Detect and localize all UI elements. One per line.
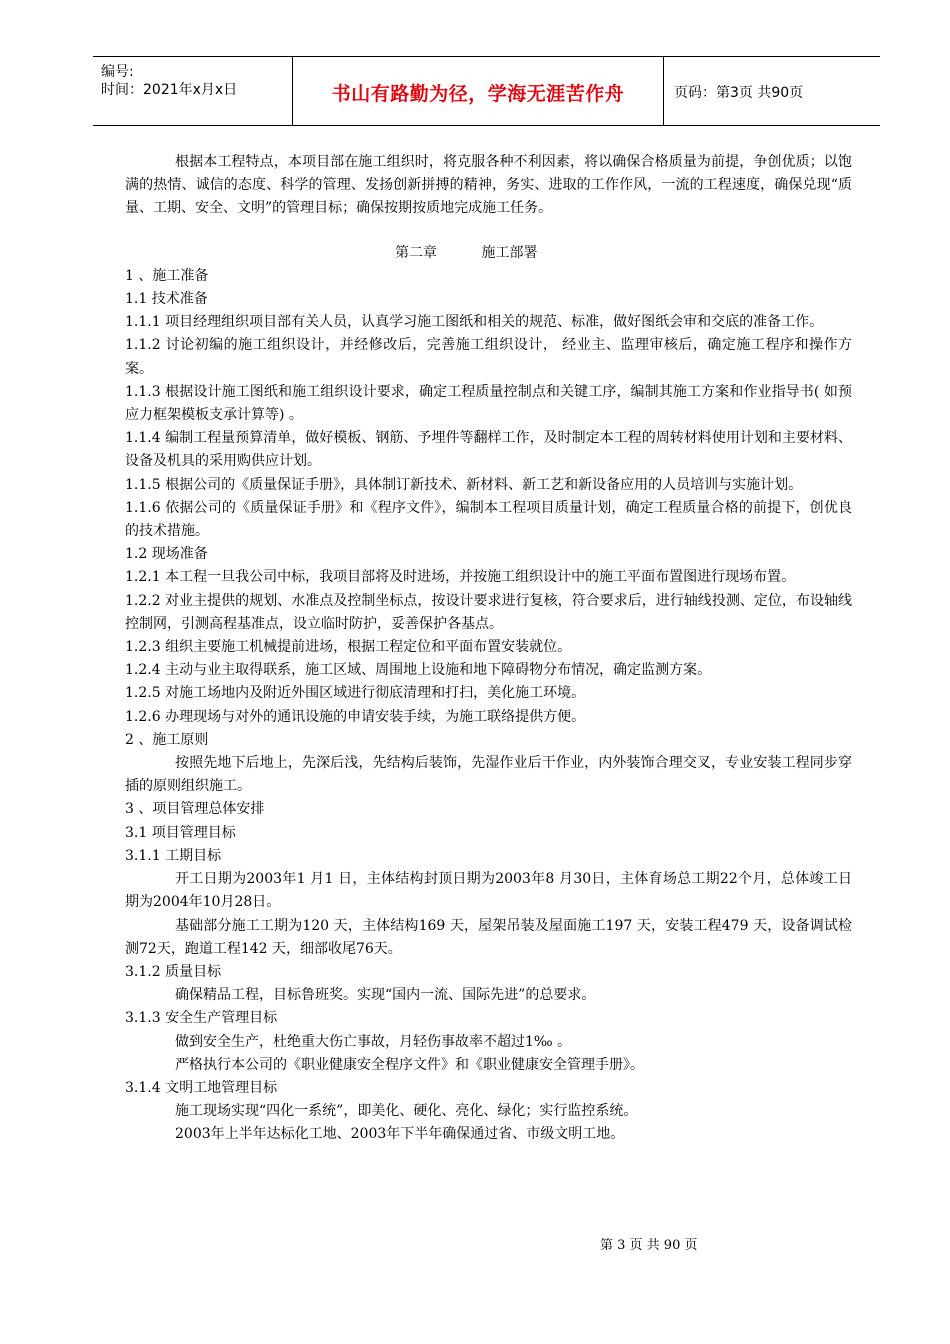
body-line: 2 、施工原则 xyxy=(125,731,209,748)
body-line: 1.2.1 本工程一旦我公司中标，我项目部将及时进场，并按施工组织设计中的施工平面布置图进行现场布置。 xyxy=(125,569,796,586)
body-lines xyxy=(125,265,852,1147)
header-page-info: 页码：第3页 共90页 xyxy=(674,85,804,101)
document-time-label: 时间：2021年x月x日 xyxy=(101,82,238,98)
body-line: 1 、施工准备 xyxy=(125,267,209,284)
document-body xyxy=(125,151,852,1147)
document-number-label: 编号: xyxy=(101,64,134,80)
body-line: 1.2.6 办理现场与对外的通讯设施的申请安装手续，为施工联络提供方便。 xyxy=(125,708,586,725)
body-line: 开工日期为2003年1 月1 日，主体结构封顶日期为2003年8 月30日，主体育场总工期22个月，总体竣工日期为2004年10月28日。 xyxy=(125,871,852,911)
body-line: 1.2.3 组织主要施工机械提前进场，根据工程定位和平面布置安装就位。 xyxy=(125,639,572,656)
body-line: 1.1.6 依据公司的《质量保证手册》和《程序文件》，编制本工程项目质量计划，确定工程质量合格的前提下，创优良的技术措施。 xyxy=(125,499,852,540)
chapter-title: 第二章 施工部署 xyxy=(395,244,538,261)
body-line: 施工现场实现“四化一系统”，即美化、硬化、亮化、绿化；实行监控系统。 xyxy=(175,1103,638,1120)
body-line: 基础部分施工工期为120 天，主体结构169 天，屋架吊装及屋面施工197 天，安装工程479 天，设备调试检测72天，跑道工程142 天，细部收尾76天。 xyxy=(125,917,852,957)
body-line: 1.1 技术准备 xyxy=(125,291,208,308)
body-line: 严格执行本公司的《职业健康安全程序文件》和《职业健康安全管理手册》。 xyxy=(175,1056,644,1073)
body-line: 确保精品工程，目标鲁班奖。实现“国内一流、国际先进”的总要求。 xyxy=(175,987,596,1004)
body-line: 1.2 现场准备 xyxy=(125,546,208,563)
body-line: 1.2.4 主动与业主取得联系，施工区域、周围地上设施和地下障碍物分布情况，确定监测方案。 xyxy=(125,662,712,679)
page-header xyxy=(93,56,880,126)
body-line: 1.2.2 对业主提供的规划、水准点及控制坐标点，按设计要求进行复核，符合要求后，进行轴线投测、定位，布设轴线控制网，引测高程基准点，设立临时防护，妥善保护各基点。 xyxy=(125,592,852,632)
body-line: 3.1.2 质量目标 xyxy=(125,963,222,980)
body-line: 1.1.4 编制工程量预算清单，做好模板、钢筋、予埋件等翻样工作，及时制定本工程的周转材料使用计划和主要材料、设备及机具的采用购供应计划。 xyxy=(125,430,852,470)
body-line: 3.1.3 安全生产管理目标 xyxy=(125,1010,278,1027)
header-left-cell xyxy=(93,57,293,125)
header-right-cell xyxy=(664,57,880,125)
body-line: 做到安全生产，杜绝重大伤亡事故，月轻伤事故率不超过1‰ 。 xyxy=(175,1033,572,1050)
body-line: 1.2.5 对施工场地内及附近外围区域进行彻底清理和打扫，美化施工环境。 xyxy=(125,685,586,702)
body-line: 2003年上半年达标化工地、2003年下半年确保通过省、市级文明工地。 xyxy=(175,1126,625,1143)
intro-paragraph: 根据本工程特点，本项目部在施工组织时，将克服各种不利因素，将以确保合格质量为前提，争创优质；以饱满的热情、诚信的态度、科学的管理、发扬创新拼搏的精神，务实、进取的工作作风，一流的工程速度，确保兑现“质量、工期、安全、文明”的管理目标；确保按期按质地完成施工任务。 xyxy=(125,154,852,217)
body-line: 按照先地下后地上，先深后浅，先结构后装饰，先湿作业后干作业，内外装饰合理交叉，专业安装工程同步穿插的原则组织施工。 xyxy=(125,755,852,795)
page-footer: 第 3 页 共 90 页 xyxy=(600,1238,698,1253)
body-line: 1.1.2 讨论初编的施工组织设计，并经修改后，完善施工组织设计， 经业主、监理审核后，确定施工程序和操作方案。 xyxy=(125,337,852,377)
body-line: 3.1.4 文明工地管理目标 xyxy=(125,1079,278,1096)
body-line: 1.1.1 项目经理组织项目部有关人员，认真学习施工图纸和相关的规范、标准，做好图纸会审和交底的准备工作。 xyxy=(125,314,824,331)
body-line: 1.1.5 根据公司的《质量保证手册》，具体制订新技术、新材料、新工艺和新设备应用的人员培训与实施计划。 xyxy=(125,476,803,493)
header-middle-cell xyxy=(293,57,664,125)
body-line: 3.1.1 工期目标 xyxy=(125,847,222,864)
body-line: 3 、项目管理总体安排 xyxy=(125,801,265,818)
body-line: 3.1 项目管理目标 xyxy=(125,824,236,841)
header-motto: 书山有路勤为径，学海无涯苦作舟 xyxy=(331,83,625,105)
body-line: 1.1.3 根据设计施工图纸和施工组织设计要求，确定工程质量控制点和关键工序，编制其施工方案和作业指导书( 如预应力框架模板支承计算等) 。 xyxy=(125,383,852,424)
